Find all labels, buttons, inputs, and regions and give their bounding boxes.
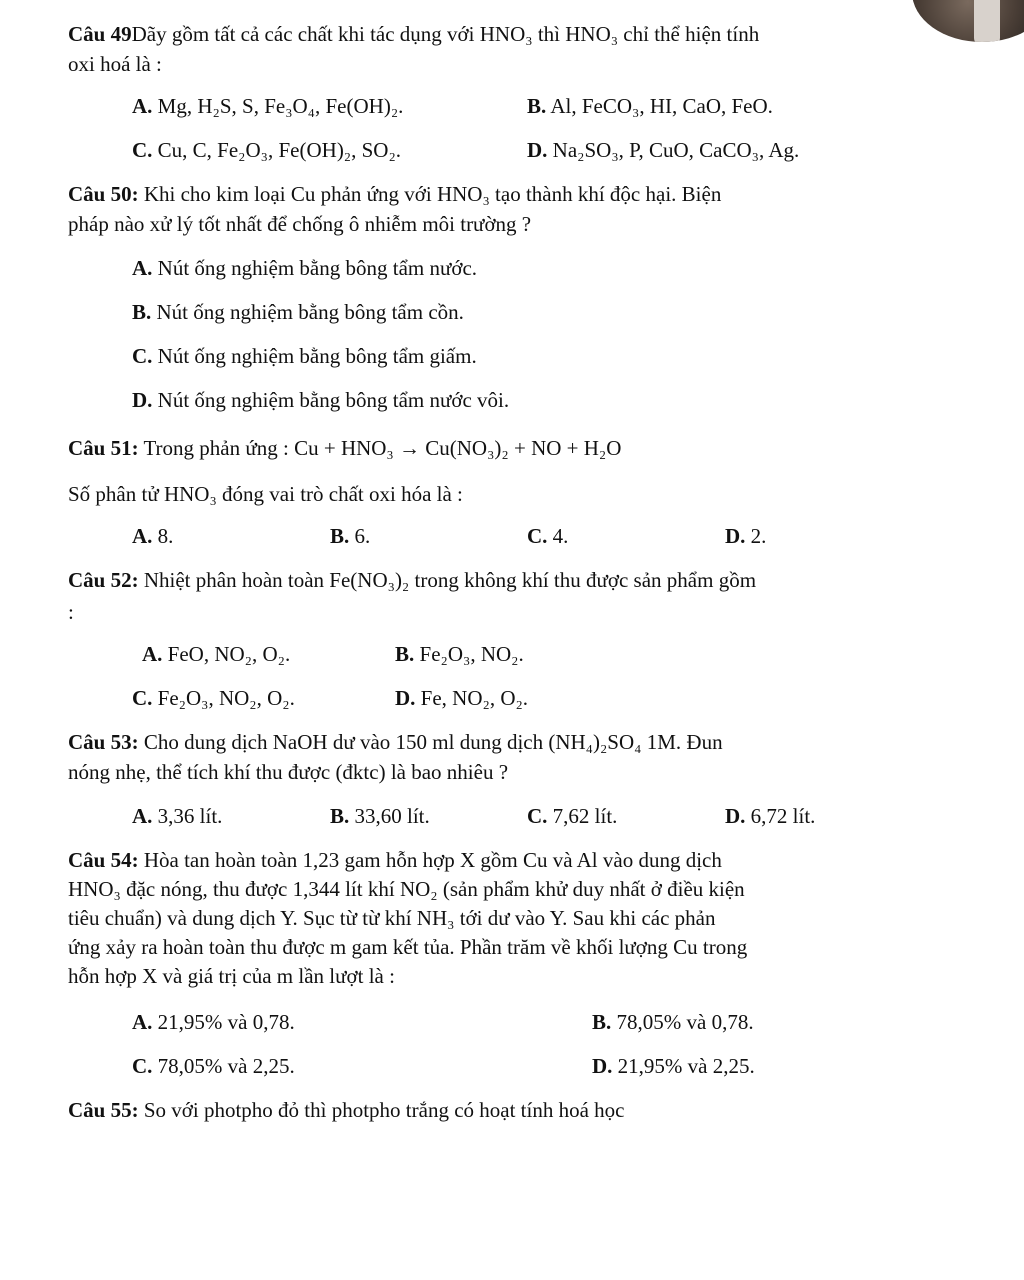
question-49-line-1 [68,20,759,48]
q49-option-d: D. Na₂SO₃, P, CuO, CaCO₃, Ag. [527,138,800,162]
q51-option-a: A. 8. [132,524,174,548]
question-53-label: Câu 53: [68,730,139,754]
question-51-label: Câu 51: [68,436,139,460]
q52-option-a: A. FeO, NO₂, O₂. [142,642,291,666]
q52-option-d: D. Fe, NO₂, O₂. [395,686,529,710]
question-54-text-5: hỗn hợp X và giá trị của m lần lượt là : [68,964,395,988]
q50-option-c: C. Nút ống nghiệm bằng bông tẩm giấm. [132,344,477,368]
question-50-text-2: pháp nào xử lý tốt nhất để chống ô nhiễm môi trường ? [68,212,532,236]
question-54-line-1 [68,846,722,874]
question-52-label: Câu 52: [68,568,139,592]
question-54-text-4: ứng xảy ra hoàn toàn thu được m gam kết tủa. Phần trăm về khối lượng Cu trong [68,935,748,959]
q53-option-c: C. 7,62 lít. [527,804,618,828]
q51-option-d: D. 2. [725,524,767,548]
question-53-line-1 [68,728,723,756]
q51-option-c: C. 4. [527,524,569,548]
q53-option-a: A. 3,36 lít. [132,804,223,828]
question-50-text-1: Khi cho kim loại Cu phản ứng với HNO₃ tạo thành khí độc hại. Biện [143,182,722,206]
question-49-label: Câu 49 [68,22,132,46]
q52-option-b: B. Fe₂O₃, NO₂. [395,642,524,666]
q54-option-a: A. 21,95% và 0,78. [132,1010,295,1034]
q49-option-b: B. Al, FeCO₃, HI, CaO, FeO. [527,94,773,118]
q50-option-b: B. Nút ống nghiệm bằng bông tẩm cồn. [132,300,464,324]
q54-option-d: D. 21,95% và 2,25. [592,1054,755,1078]
question-54-text-3: tiêu chuẩn) và dung dịch Y. Sục từ từ khí NH₃ tới dư vào Y. Sau khi các phản [68,906,716,930]
question-49-text-1: Dãy gồm tất cả các chất khi tác dụng với HNO₃ thì HNO₃ chỉ thể hiện tính [131,22,760,46]
question-54-text-1: Hòa tan hoàn toàn 1,23 gam hỗn hợp X gồm Cu và Al vào dung dịch [143,848,722,872]
q49-option-c: C. Cu, C, Fe₂O₃, Fe(OH)₂, SO₂. [132,138,402,162]
question-51-text-1: Trong phản ứng : Cu + HNO₃ → Cu(NO₃)₂ + NO + H₂O [143,436,622,460]
question-52-text-2: : [68,600,74,624]
question-53-text-1: Cho dung dịch NaOH dư vào 150 ml dung dịch (NH₄)₂SO₄ 1M. Đun [143,730,723,754]
question-52-line-1 [68,566,756,594]
q50-option-d: D. Nút ống nghiệm bằng bông tẩm nước vôi. [132,388,510,412]
question-50-line-1 [68,180,721,208]
question-54-label: Câu 54: [68,848,139,872]
q52-option-c: C. Fe₂O₃, NO₂, O₂. [132,686,295,710]
q53-option-d: D. 6,72 lít. [725,804,816,828]
question-49-text-2: oxi hoá là : [68,52,162,76]
question-54-text-2: HNO₃ đặc nóng, thu được 1,344 lít khí NO₂ (sản phẩm khử duy nhất ở điều kiện [68,877,745,901]
question-51-line-1 [68,434,621,462]
profile-avatar [912,0,1024,42]
question-53-text-2: nóng nhẹ, thể tích khí thu được (đktc) là bao nhiêu ? [68,760,509,784]
question-55-text-1: So với photpho đỏ thì photpho trắng có hoạt tính hoá học [143,1098,625,1122]
q53-option-b: B. 33,60 lít. [330,804,430,828]
q49-option-a: A. Mg, H₂S, S, Fe₃O₄, Fe(OH)₂. [132,94,404,118]
question-50-label: Câu 50: [68,182,139,206]
q54-option-c: C. 78,05% và 2,25. [132,1054,295,1078]
q54-option-b: B. 78,05% và 0,78. [592,1010,754,1034]
q51-option-b: B. 6. [330,524,371,548]
question-55-label: Câu 55: [68,1098,139,1122]
avatar-figure [974,0,1000,42]
q50-option-a: A. Nút ống nghiệm bằng bông tẩm nước. [132,256,478,280]
question-52-text-1: Nhiệt phân hoàn toàn Fe(NO₃)₂ trong không khí thu được sản phẩm gồm [143,568,757,592]
question-55-line-1 [68,1096,625,1124]
question-51-text-2: Số phân tử HNO₃ đóng vai trò chất oxi hóa là : [68,482,463,506]
